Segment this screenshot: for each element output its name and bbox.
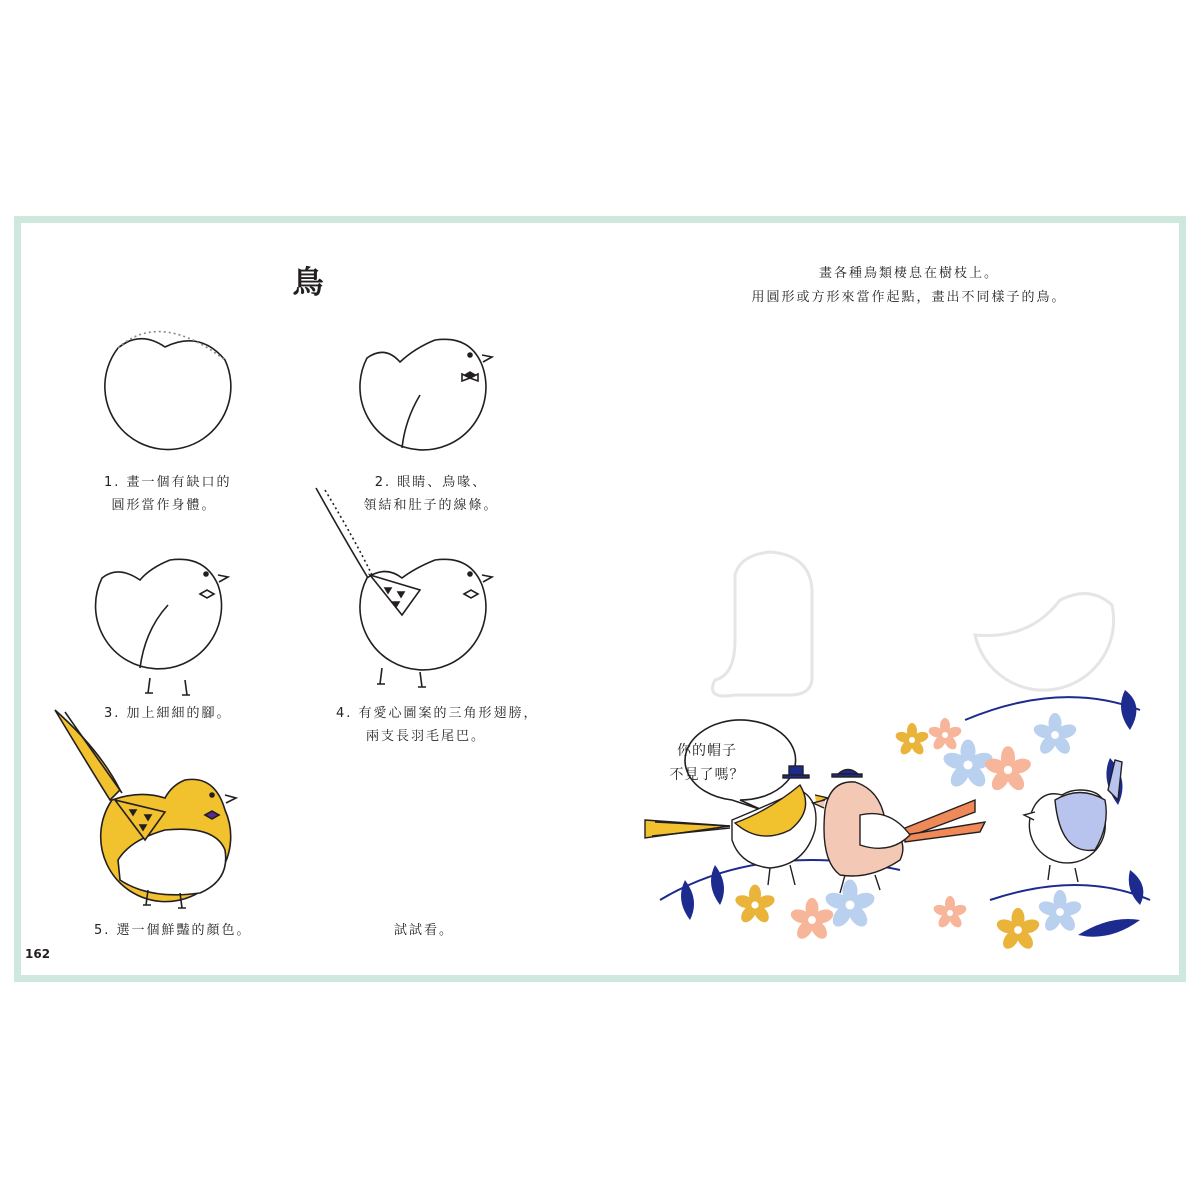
step-3-caption: 3. 加上細細的腳。 [104,706,232,721]
page-area [21,223,1179,975]
pink-bird [813,770,985,894]
step4-drawing [316,488,492,687]
page-title: 鳥 [292,265,324,301]
step-4-caption: 4. 有愛心圖案的三角形翅膀， 兩支長羽毛尾巴。 [336,706,539,744]
intro-text [712,262,1106,310]
step5-drawing [55,710,236,908]
step2-drawing [360,339,492,450]
intro-line-1: 畫各種鳥類棲息在樹枝上。 [818,266,999,281]
speech-bubble-text: 你的帽子 不見了嗎？ [669,743,745,783]
step3-drawing [96,559,228,695]
try-it-caption: 試試看。 [394,923,455,938]
page-number: 162 [25,947,51,961]
trace-shapes [713,552,1114,696]
step-5-caption: 5. 選一個鮮豔的顏色。 [94,923,252,938]
intro-line-2: 用圓形或方形來當作起點，畫出不同樣子的鳥。 [751,290,1067,305]
step-1-caption: 1. 畫一個有缺口的 圓形當作身體。 [104,475,232,513]
step-2-caption: 2. 眼睛、鳥喙、 領結和肚子的線條。 [363,475,499,513]
step1-drawing [105,332,231,450]
book-spread [14,216,1186,982]
